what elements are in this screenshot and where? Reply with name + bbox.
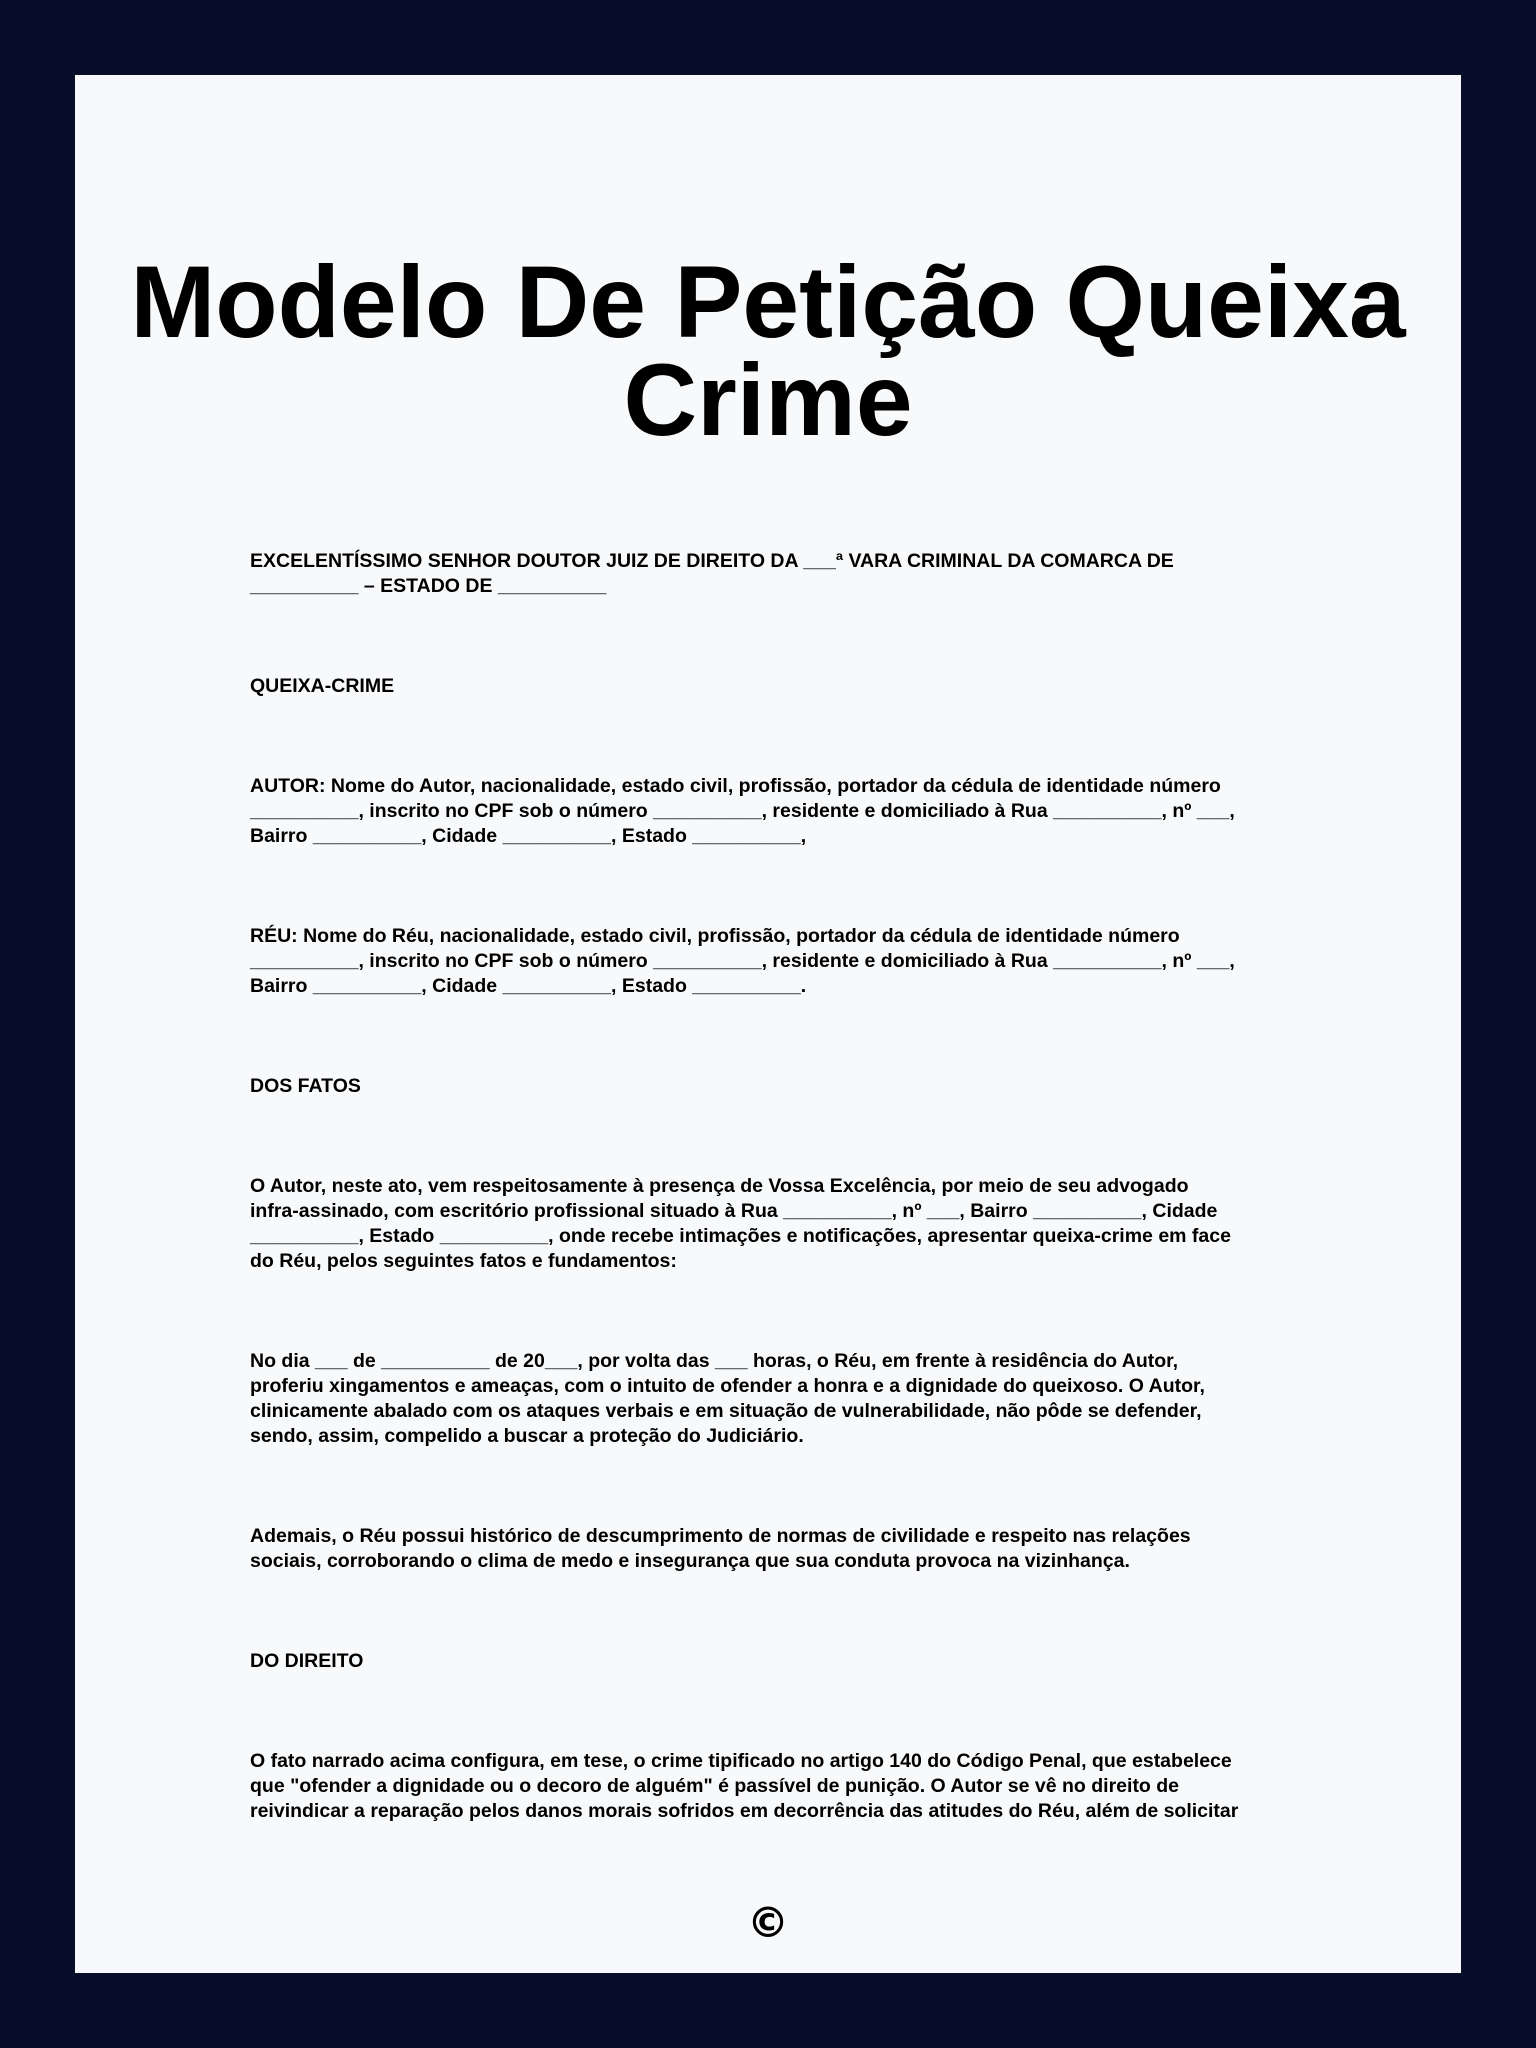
section-heading-dos-fatos: DOS FATOS bbox=[250, 1075, 361, 1097]
section-heading-do-direito: DO DIREITO bbox=[250, 1650, 364, 1672]
section-heading-queixa-crime: QUEIXA-CRIME bbox=[250, 675, 395, 697]
law-paragraph-1: O fato narrado acima configura, em tese, o crime tipificado no artigo 140 do Código Penal, que estabelece que "ofender a dignidade ou o decoro de alguém" é passível de punição. O Autor se vê no direito de reivindicar a reparação pelos danos morais sofridos em decorrência das atitudes do Réu, além de solicitar bbox=[250, 1750, 1239, 1822]
facts-paragraph-3: Ademais, o Réu possui histórico de descumprimento de normas de civilidade e respeito nas relações sociais, corroborando o clima de medo e insegurança que sua conduta provoca na vizinhança. bbox=[250, 1525, 1191, 1572]
copyright-icon: © bbox=[747, 1898, 789, 1947]
document-body bbox=[250, 549, 1350, 1899]
facts-paragraph-2: No dia ___ de __________ de 20___, por volta das ___ horas, o Réu, em frente à residência do Autor, proferiu xingamentos e ameaças, com o intuito de ofender a honra e a dignidade do queixoso. O Autor, clinicamente abalado com os ataques verbais e em situação de vulnerabilidade, não pôde se defender, sendo, assim, compelido a buscar a proteção do Judiciário. bbox=[250, 1350, 1205, 1447]
document-page bbox=[75, 75, 1461, 1973]
author-qualification: AUTOR: Nome do Autor, nacionalidade, estado civil, profissão, portador da cédula de identidade número __________, inscrito no CPF sob o número __________, residente e domiciliado à Rua __________, nº ___, Bairro __________, Cidade __________, Estado __________, bbox=[250, 775, 1235, 847]
defendant-qualification: RÉU: Nome do Réu, nacionalidade, estado civil, profissão, portador da cédula de identidade número __________, inscrito no CPF sob o número __________, residente e domiciliado à Rua __________, nº ___, Bairro __________, Cidade __________, Estado __________. bbox=[250, 925, 1235, 997]
document-title: Modelo De Petição Queixa Crime bbox=[130, 245, 1406, 457]
facts-paragraph-1: O Autor, neste ato, vem respeitosamente à presença de Vossa Excelência, por meio de seu advogado infra-assinado, com escritório profissional situado à Rua __________, nº ___, Bairro __________, Cidade __________, Estado __________, onde recebe intimações e notificações, apresentar queixa-crime em face do Réu, pelos seguintes fatos e fundamentos: bbox=[250, 1175, 1231, 1272]
court-address: EXCELENTÍSSIMO SENHOR DOUTOR JUIZ DE DIREITO DA ___ª VARA CRIMINAL DA COMARCA DE __________ – ESTADO DE __________ bbox=[250, 550, 1174, 597]
